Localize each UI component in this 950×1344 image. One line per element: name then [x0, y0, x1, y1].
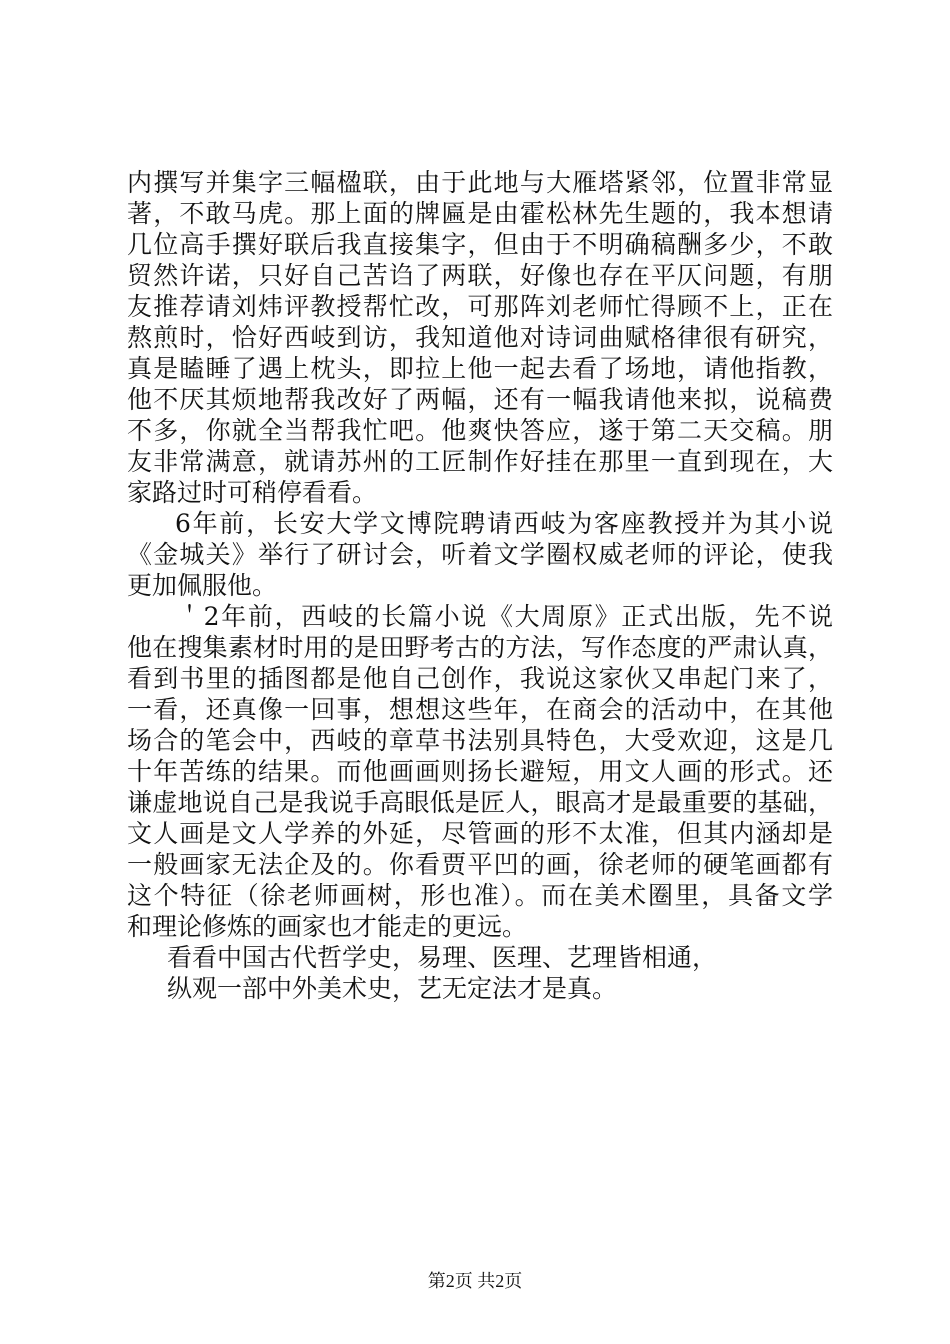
paragraph-1-line-11: 家路过时可稍停看看。	[127, 478, 378, 507]
paragraph-1-line-10: 友非常满意，就请苏州的工匠制作好挂在那里一直到现在，大	[127, 447, 833, 476]
paragraph-3-line-10: 这个特征（徐老师画树，形也准）。而在美术圈里，具备文学	[127, 881, 833, 910]
paragraph-1-line-3: 几位高手撰好联后我直接集字，但由于不明确稿酬多少，不敢	[127, 230, 833, 259]
couplet-line-1: 看看中国古代哲学史，易理、医理、艺理皆相通，	[167, 943, 718, 972]
paragraph-1-line-6: 熬煎时，恰好西岐到访，我知道他对诗词曲赋格律很有研究，	[127, 323, 833, 352]
paragraph-1-line-9: 不多，你就全当帮我忙吧。他爽快答应，遂于第二天交稿。朋	[127, 416, 833, 445]
paragraph-1-line-8: 他不厌其烦地帮我改好了两幅，还有一幅我请他来拟，说稿费	[127, 385, 833, 414]
paragraph-3-line-2: 他在搜集素材时用的是田野考古的方法，写作态度的严肃认真，	[127, 633, 833, 662]
paragraph-2-line-3: 更加佩服他。	[127, 571, 278, 600]
paragraph-3-line-3: 看到书里的插图都是他自己创作，我说这家伙又串起门来了，	[127, 664, 833, 693]
paragraph-2-line-2: 《金城关》举行了研讨会，听着文学圈权威老师的评论，使我	[127, 540, 833, 569]
paragraph-3-line-5: 场合的笔会中，西岐的章草书法别具特色，大受欢迎，这是几	[127, 726, 833, 755]
paragraph-3-line-7: 谦虚地说自己是我说手高眼低是匠人，眼高才是最重要的基础，	[127, 788, 833, 817]
paragraph-3-line-4: 一看，还真像一回事，想想这些年，在商会的活动中，在其他	[127, 695, 833, 724]
couplet-line-2: 纵观一部中外美术史，艺无定法才是真。	[167, 974, 618, 1003]
paragraph-2-line-1: 6年前，长安大学文博院聘请西岐为客座教授并为其小说	[175, 509, 833, 538]
paragraph-1-line-1: 内撰写并集字三幅楹联，由于此地与大雁塔紧邻，位置非常显	[127, 168, 833, 197]
paragraph-3-line-6: 十年苦练的结果。而他画画则扬长避短，用文人画的形式。还	[127, 757, 833, 786]
paragraph-3-line-11: 和理论修炼的画家也才能走的更远。	[127, 912, 528, 941]
paragraph-1-line-2: 著，不敢马虎。那上面的牌匾是由霍松林先生题的，我本想请	[127, 199, 833, 228]
paragraph-3-line-9: 一般画家无法企及的。你看贾平凹的画，徐老师的硬笔画都有	[127, 850, 833, 879]
paragraph-1-line-4: 贸然许诺，只好自己苦诌了两联，好像也存在平仄问题，有朋	[127, 261, 833, 290]
paragraph-3-line-8: 文人画是文人学养的外延，尽管画的形不太准，但其内涵却是	[127, 819, 833, 848]
document-body	[127, 167, 833, 1004]
paragraph-1-line-5: 友推荐请刘炜评教授帮忙改，可那阵刘老师忙得顾不上，正在	[127, 292, 833, 321]
paragraph-1-line-7: 真是瞌睡了遇上枕头，即拉上他一起去看了场地，请他指教，	[127, 354, 833, 383]
page-number-footer: 第2页 共2页	[427, 1271, 523, 1291]
paragraph-3-line-1: ＇2年前，西岐的长篇小说《大周原》正式出版，先不说	[177, 602, 833, 631]
